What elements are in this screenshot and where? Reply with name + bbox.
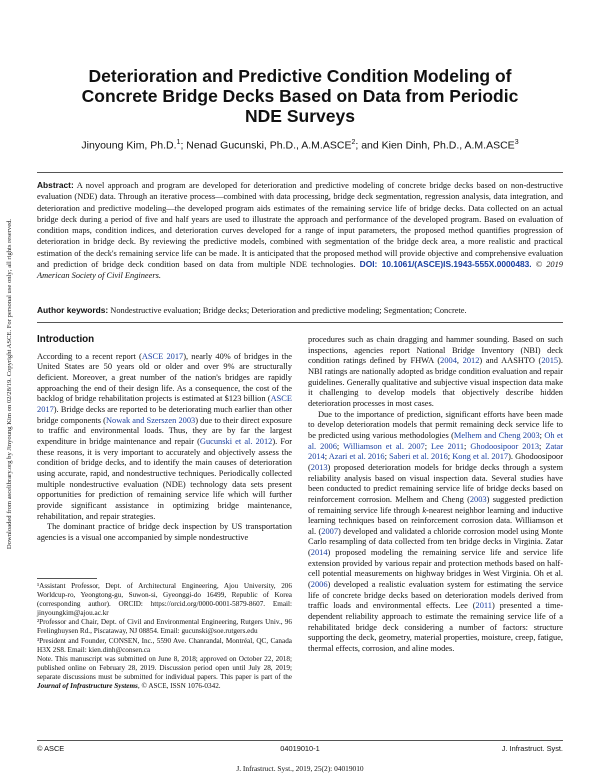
citation-link[interactable]: Gucunski et al. 2012 <box>199 436 273 446</box>
citation-link[interactable]: ASCE 2017 <box>37 394 292 414</box>
footnote-1: ¹Assistant Professor, Dept. of Architectural Engineering, Ajou University, 206 Worldcup-ro, Yeongtong-gu, Suwon-si, Gyeonggi-do 16499, Republic of Korea (corresponding author). ORCID: https://orcid.org/0000-0001-5879-8607. Email: jinyoungkim@ajou.ac.kr <box>37 582 292 618</box>
citation-link[interactable]: Oh et al. 2006 <box>308 430 564 451</box>
citation-link[interactable]: Kong et al. 2017 <box>452 452 509 462</box>
citation-link[interactable]: Lee 2011 <box>431 441 465 451</box>
author-1-affil: 1 <box>176 139 181 146</box>
intro-paragraph-1: According to a recent report (ASCE 2017), nearly 40% of bridges in the United States are 50 years old or older and over 9% are structurally deficient. Moreover, a great number of the nation's bridges are rapidly approaching the end of their design life. As a consequence, the cost of the backlog of bridge rehabilitation projects is estimated at $123 billion (ASCE 2017). Bridge decks are reported to be deteriorating much earlier than other bridge components (Nowak and Szerszen 2003) due to their direct exposure to traffic and environmental loads. Thus, they are by far the largest expenditure in bridge maintenance and repair (Gucunski et al. 2012). For these reasons, it is very important to accurately and objectively assess the condition of bridge decks, and to identify the main causes of deterioration using accurate, rapid, and nondestructive techniques. Periodically collected multiple nondestructive evaluation (NDE) technology data sets present opportunities for prediction of remaining service life which will further provide significant assistance in optimizing bridge maintenance, rehabilitation, and repair strategies. <box>37 351 293 521</box>
abstract-label: Abstract: <box>37 180 74 190</box>
footnote-3: ³President and Founder, CONSEN, Inc., 5590 Ave. Chanrandal, Montréal, QC, Canada H3X 2S8. Email: kien.dinh@consen.ca <box>37 636 292 654</box>
intro-paragraph-2: The dominant practice of bridge deck inspection by US transportation agencies is a visual one accompanied by simple nondestructive <box>37 522 292 542</box>
citation-link[interactable]: 2004 <box>440 356 457 366</box>
author-1: Jinyoung Kim, Ph.D. <box>81 139 177 152</box>
citation-link[interactable]: 2012 <box>462 356 480 366</box>
citation-link[interactable]: 2007 <box>321 526 339 536</box>
citation-link[interactable]: Saberi et al. 2016 <box>389 452 448 462</box>
abstract-copyright: © 2019 American Society of Civil Engineers. <box>37 260 563 281</box>
citation-link[interactable]: Melhem and Cheng 2003 <box>453 430 540 440</box>
citation-link[interactable]: 2015 <box>541 356 559 366</box>
footer-copyright: © ASCE <box>37 744 65 753</box>
footer-journal: J. Infrastruct. Syst. <box>501 744 563 753</box>
author-3: ; and Kien Dinh, Ph.D., A.M.ASCE <box>355 139 515 152</box>
citation-link[interactable]: 2011 <box>475 601 492 611</box>
section-heading: Introduction <box>37 334 95 345</box>
citation-link[interactable]: 2013 <box>310 462 328 472</box>
footer-page-id: 04019010-1 <box>280 744 320 753</box>
abstract <box>37 180 563 282</box>
abstract-text: A novel approach and program are developed for deterioration and predictive modeling of concrete bridge decks based on non-destructive evaluation (NDE) data. Through an iterative process—combined with data processing, bridge deck segmentation, regression analysis, data integration, and deterioration and predictive modeling—the developed program aids estimates of the remaining service life of bridge decks. Data collected on an actual bridge deck during a period of five and half years are used to illustrate the approach and performance of the developed program. Based on evaluation of condition maps, condition indices, and deterioration curves developed for a range of input parameters, the proposed method quantifies progression of deterioration in bridge deck. By reviewing the predictive models, combined with segmentation of the bridge deck area, a more realistic and practical estimation of the deck's remaining service life can be made. It is anticipated that the proposed method will provide objective and comprehensive evaluation and prediction of bridge deck condition based on data from multiple NDE technologies. <box>37 181 563 270</box>
citation-link[interactable]: Ghodoosipoor 2013 <box>470 441 540 451</box>
abstract-top-rule <box>37 172 563 173</box>
doi-link[interactable]: DOI: 10.1061/(ASCE)IS.1943-555X.0000483. <box>359 259 532 270</box>
footnote-rule <box>37 578 97 579</box>
citation-link[interactable]: 2003 <box>469 494 487 504</box>
footer-rule <box>37 740 563 741</box>
citation-link[interactable]: 2014 <box>310 548 328 558</box>
citation-link[interactable]: ASCE 2017 <box>141 351 184 361</box>
right-paragraph-1: procedures such as chain dragging and hammer sounding. Based on such inspections, agencies report National Bridge Inventory (NBI) deck condition ratings defined by FHWA (2004, 2012) and AASHTO (2015). NBI ratings are nationally adopted as bridge condition evaluation and repair guidelines. Generally qualitative and subjective visual inspection data make it challenging to develop models that objectively describe hidden deterioration processes in most cases. <box>308 335 563 408</box>
keywords-label: Author keywords: <box>37 305 109 315</box>
left-column <box>37 335 292 543</box>
bottom-citation: J. Infrastruct. Syst., 2019, 25(2): 04019010 <box>236 764 364 773</box>
footnotes <box>37 582 292 691</box>
author-line <box>40 139 560 152</box>
author-2: ; Nenad Gucunski, Ph.D., A.M.ASCE <box>180 139 352 152</box>
author-2-affil: 2 <box>351 139 356 146</box>
keywords-text: Nondestructive evaluation; Bridge decks; Deterioration and predictive modeling; Segmentation; Concrete. <box>108 306 467 315</box>
paper-title: Deterioration and Predictive Condition Modeling of Concrete Bridge Decks Based on Data from Periodic NDE Surveys <box>81 66 519 126</box>
footnote-2: ²Professor and Chair, Dept. of Civil and Environmental Engineering, Rutgers Univ., 96 Frelinghuysen Rd., Piscataway, NJ 08854. Email: gucunski@soe.rutgers.edu <box>37 618 292 636</box>
citation-link[interactable]: Zatar 2014 <box>308 441 564 462</box>
citation-link[interactable]: 2006 <box>310 580 328 590</box>
author-keywords <box>37 305 563 315</box>
citation-link[interactable]: Azari et al. 2016 <box>328 452 385 462</box>
abstract-bottom-rule <box>37 322 563 323</box>
right-column <box>308 335 563 655</box>
download-watermark: Downloaded from ascelibrary.org by Jinyoung Kim on 02/28/19. Copyright ASCE. For personal use only; all rights reserved. <box>6 218 13 550</box>
submission-note: Note. This manuscript was submitted on June 8, 2018; approved on October 22, 2018; published online on February 28, 2019. Discussion period open until July 28, 2019; separate discussions must be submitted for individual papers. This paper is part of the Journal of Infrastructure Systems, © ASCE, ISSN 1076-0342. <box>37 654 292 691</box>
citation-link[interactable]: Nowak and Szerszen 2003 <box>105 415 196 425</box>
citation-link[interactable]: Williamson et al. 2007 <box>343 441 425 451</box>
right-paragraph-2: Due to the importance of prediction, significant efforts have been made to develop deterioration models that permit remaining deck service life to be predicted using various methodologies (Melhem and Cheng 2003; Oh et al. 2006; Williamson et al. 2007; Lee 2011; Ghodoosipoor 2013; Zatar 2014; Azari et al. 2016; Saberi et al. 2016; Kong et al. 2017). Ghodoosipoor (2013) proposed deterioration models for bridge decks through a system reliability analysis based on visual inspection data. Several studies have been conducted to predict remaining service life of bridge decks based on reinforcement corrosion. Melhem and Cheng (2003) suggested prediction of remaining service life through k-nearest neighbor learning and inductive learning techniques based on reinforcement corrosion data. Williamson et al. (2007) developed and validated a chloride corrosion model using Monte Carlo resampling of data collected from ten bridge decks in Virginia. Zatar (2014) proposed modeling the remaining service life and service life extension provided by various repair and protection methods based on half-cell potential measurements on highway bridges in West Virginia. Oh et al. (2006) developed a realistic evaluation system for estimating the service life of concrete bridge decks based on deterioration models derived from traffic loads and environmental effects. Lee (2011) presented a time-dependent reliability approach to estimate the remaining service life of a rehabilitated bridge deck considering a number of factors: structure supporting the deck, geometry, material properties, moisture, creep, fatigue, thermal effects, corrosion, and aline modes. <box>308 409 564 654</box>
author-3-affil: 3 <box>514 139 519 146</box>
